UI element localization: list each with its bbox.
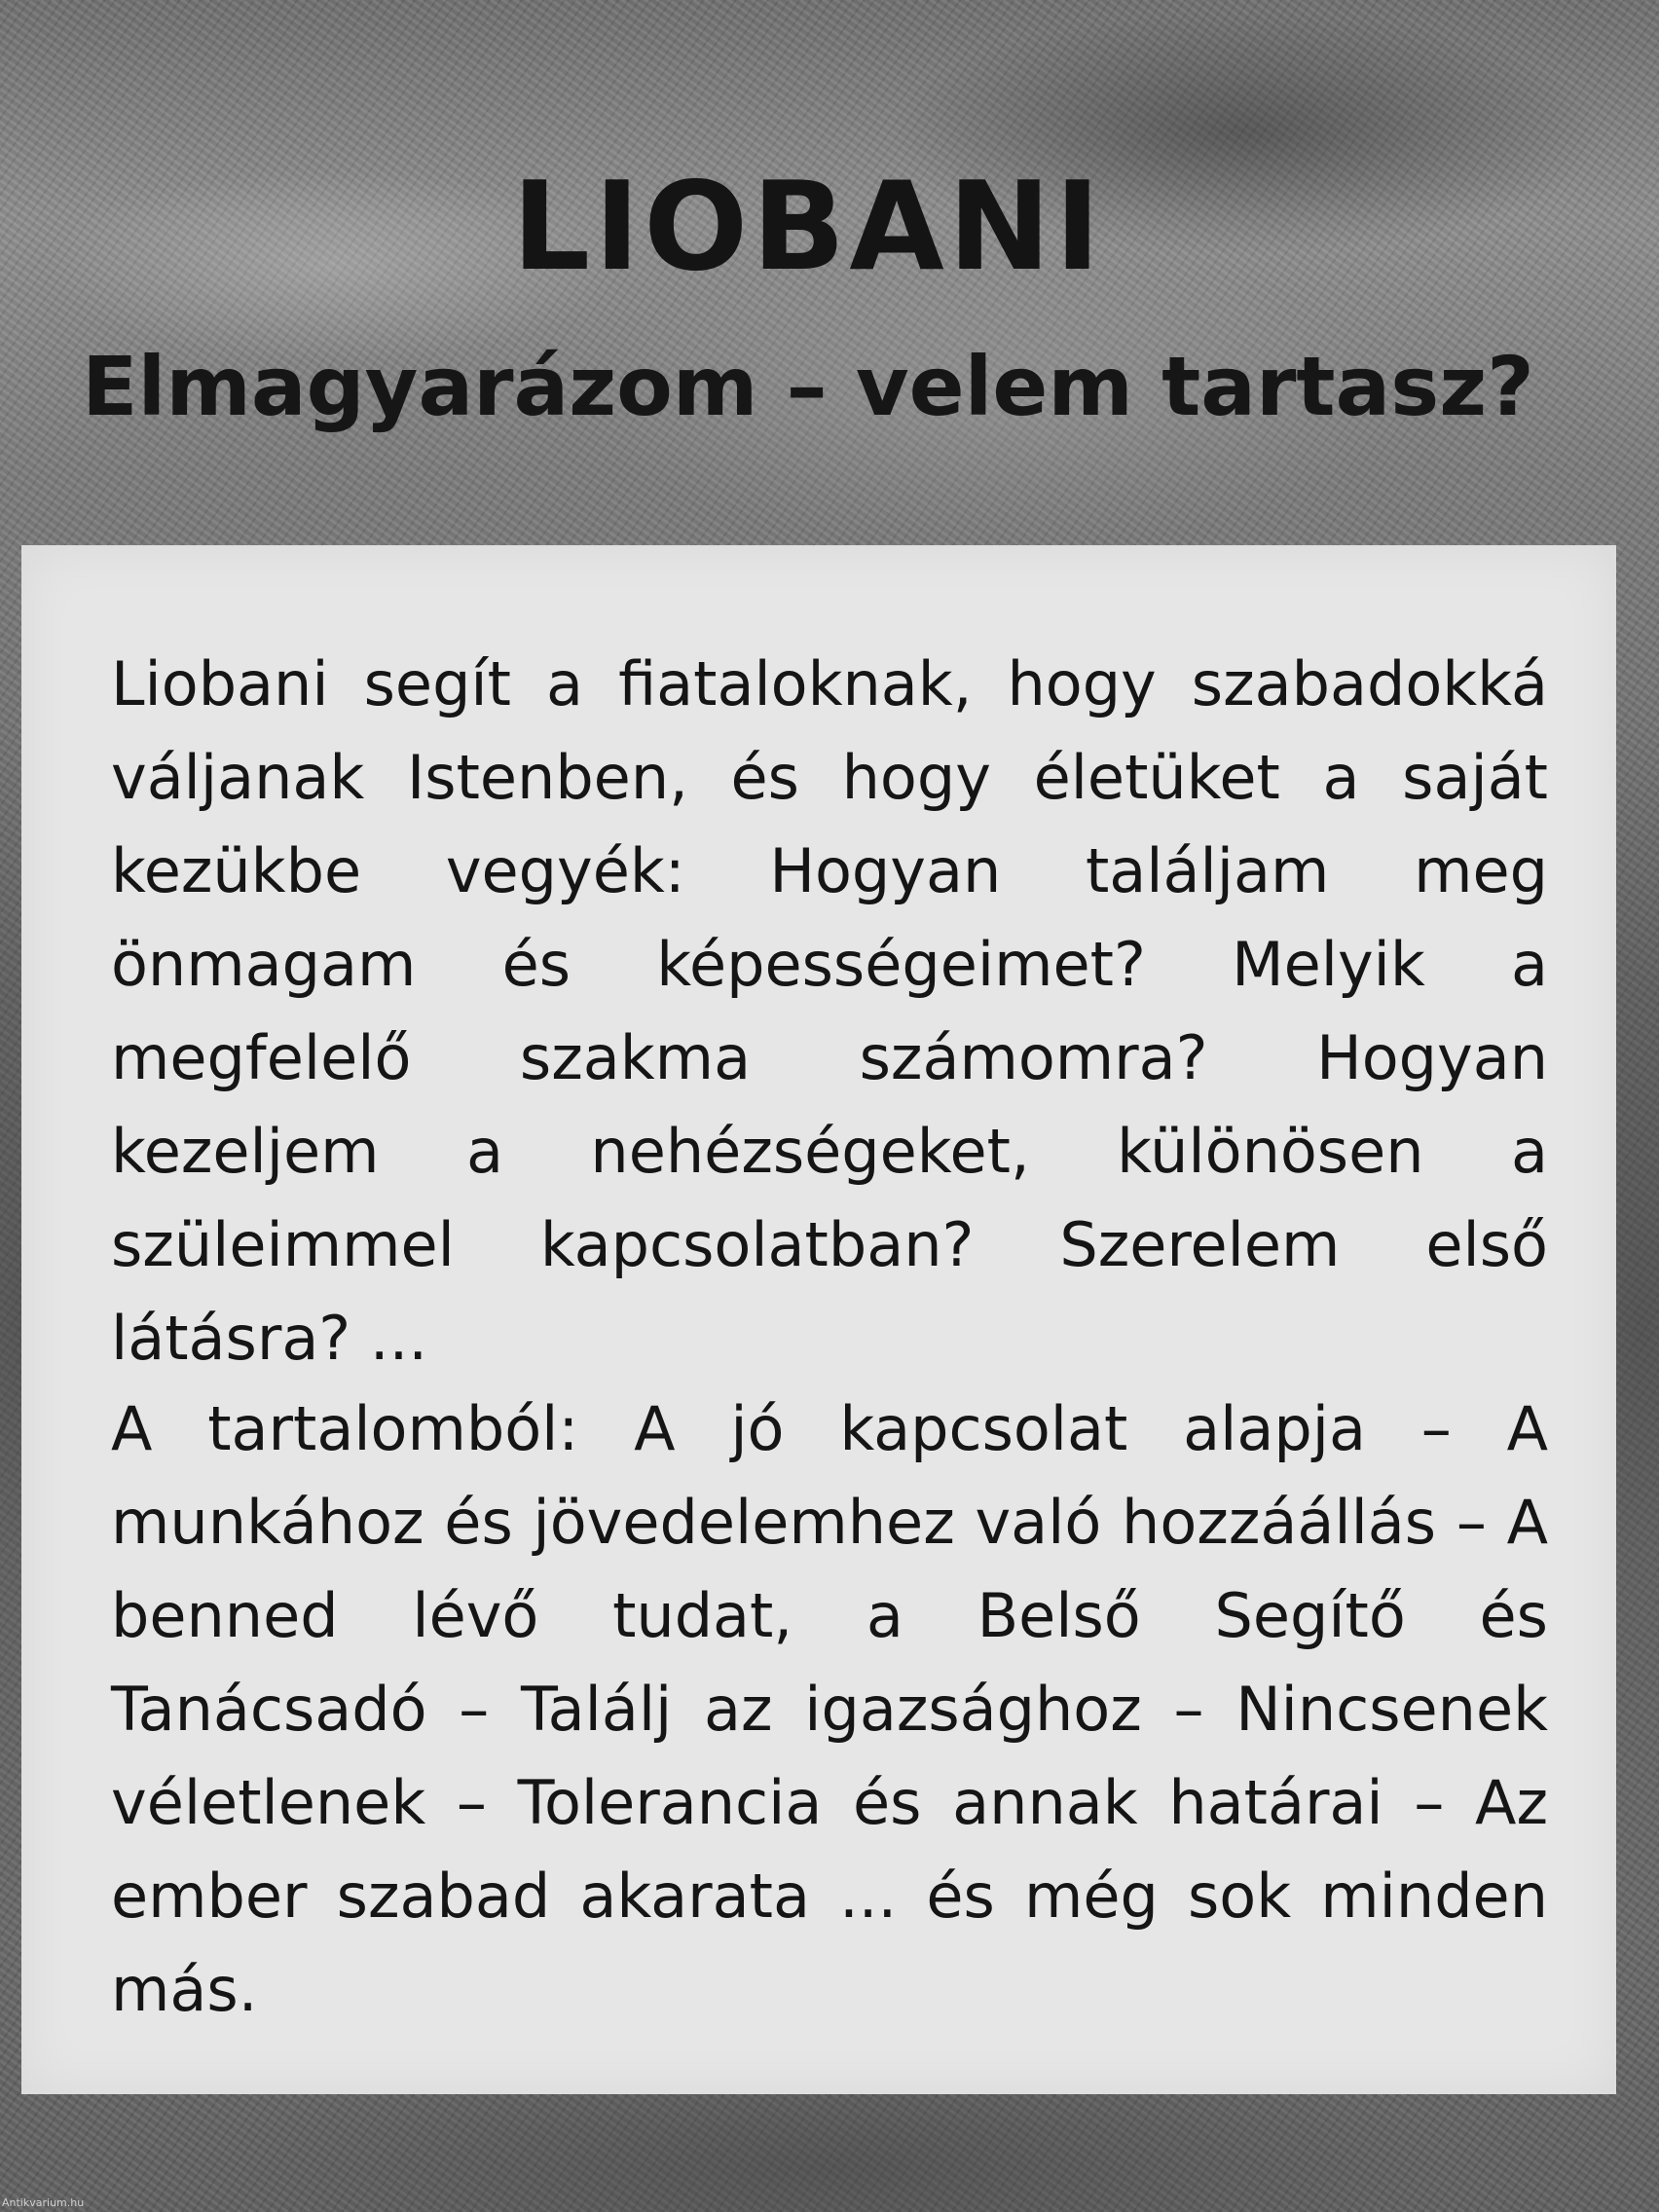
blurb-paragraph-intro: Liobani segít a fiataloknak, hogy szabadokká váljanak Istenben, és hogy életüket a saját kezükbe vegyék: Hogyan találjam meg önmagam és képességeimet? Melyik a megfelelő szakma számomra? Hogyan kezeljem a nehézségeket, különösen a szüleimmel kapcsolatban? Szerelem első látásra? ... [111,648,1548,1374]
source-watermark: Antikvarium.hu [2,2196,85,2209]
blurb-paragraph-contents: A tartalomból: A jó kapcsolat alapja – A munkához és jövedelemhez való hozzáállás – A benned lévő tudat, a Belső Segítő és Tanácsadó – Találj az igazsághoz – Nincsenek véletlenek – Tolerancia és annak határai – Az ember szabad akarata ... és még sok minden más. [111,1393,1548,2025]
book-subtitle: Elmagyarázom – velem tartasz? [82,339,1534,434]
blurb-panel [21,545,1616,2094]
book-title: LIOBANI [511,155,1105,298]
